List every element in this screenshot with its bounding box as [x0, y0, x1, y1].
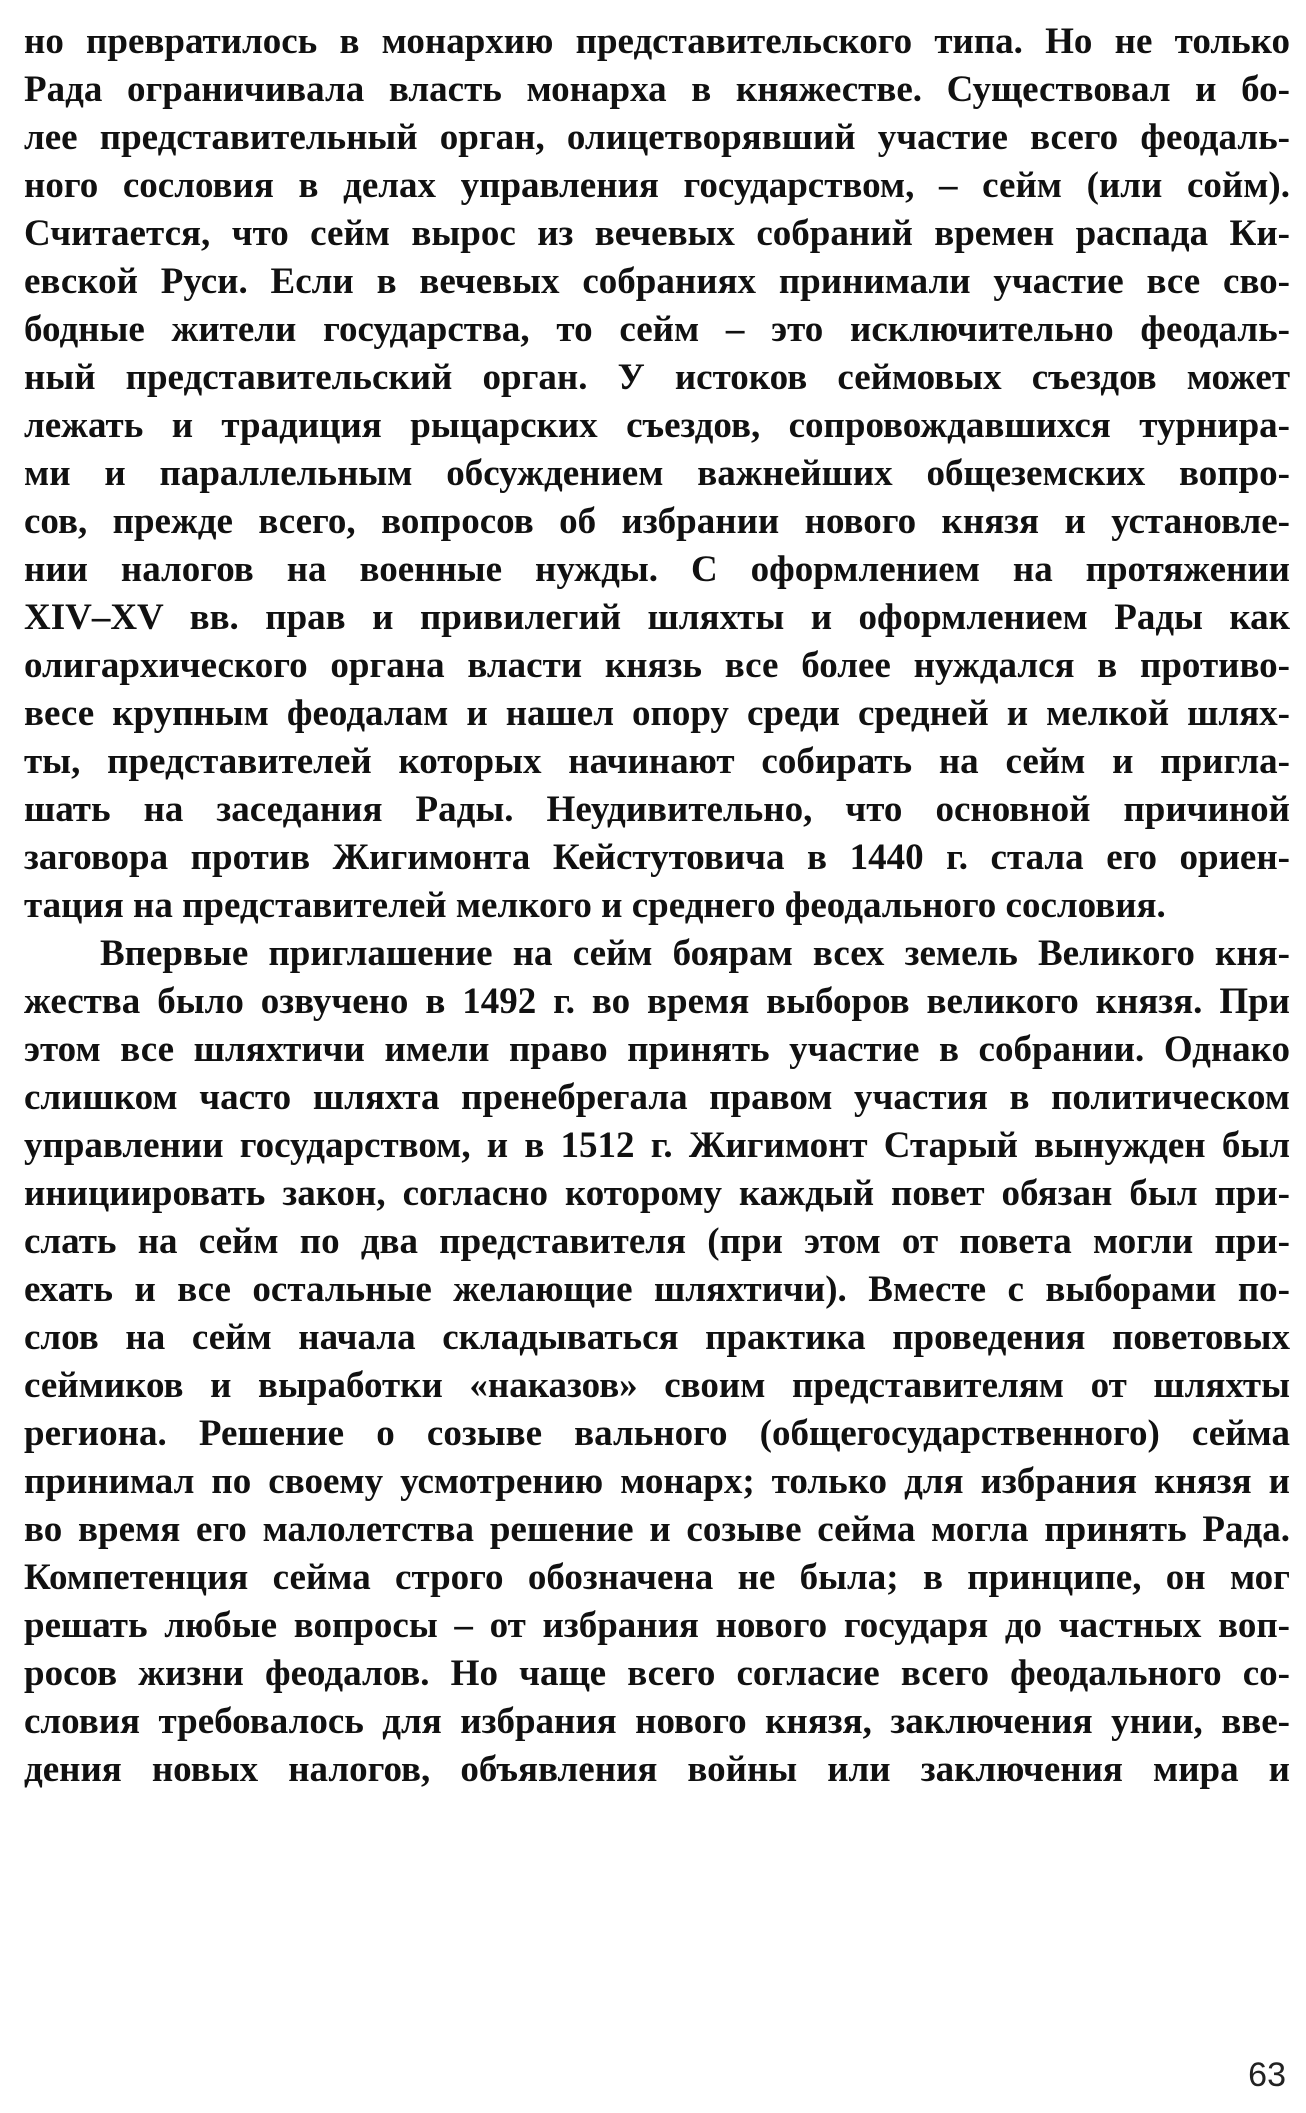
text-line: этом все шляхтичи имели право принять участие в собрании. Однако: [24, 1029, 1290, 1070]
text-line: олигархического органа власти князь все более нуждался в противо-: [24, 645, 1290, 686]
text-line: заговора против Жигимонта Кейстутовича в 1440 г. стала его ориен-: [24, 837, 1290, 878]
text-line: нии налогов на военные нужды. С оформлением на протяжении: [24, 549, 1290, 590]
body-text: [24, 18, 1290, 1794]
text-line: ный представительский орган. У истоков сеймовых съездов может: [24, 357, 1290, 398]
text-line: лежать и традиция рыцарских съездов, сопровождавшихся турнира-: [24, 405, 1290, 446]
text-line: региона. Решение о созыве вального (общегосударственного) сейма: [24, 1413, 1290, 1454]
text-line: управлении государством, и в 1512 г. Жигимонт Старый вынужден был: [24, 1125, 1290, 1166]
text-line: росов жизни феодалов. Но чаще всего согласие всего феодального со-: [24, 1653, 1290, 1694]
text-line: ты, представителей которых начинают собирать на сейм и пригла-: [24, 741, 1290, 782]
text-line: Считается, что сейм вырос из вечевых собраний времен распада Ки-: [24, 213, 1290, 254]
text-line: слать на сейм по два представителя (при этом от повета могли при-: [24, 1221, 1290, 1262]
page-number: 63: [1248, 2056, 1286, 2094]
text-line: ми и параллельным обсуждением важнейших общеземских вопро-: [24, 453, 1290, 494]
text-line: XIV–XV вв. прав и привилегий шляхты и оформлением Рады как: [24, 597, 1290, 638]
text-line: ного сословия в делах управления государством, – сейм (или сойм).: [24, 165, 1290, 206]
text-line: во время его малолетства решение и созыве сейма могла принять Рада.: [24, 1509, 1290, 1550]
text-line: Впервые приглашение на сейм боярам всех земель Великого кня-: [100, 933, 1290, 974]
text-line: принимал по своему усмотрению монарх; только для избрания князя и: [24, 1461, 1290, 1502]
text-line: лее представительный орган, олицетворявший участие всего феодаль-: [24, 117, 1290, 158]
text-line: бодные жители государства, то сейм – это исключительно феодаль-: [24, 309, 1290, 350]
text-line: сов, прежде всего, вопросов об избрании нового князя и установле-: [24, 501, 1290, 542]
text-line: ехать и все остальные желающие шляхтичи). Вместе с выборами по-: [24, 1269, 1290, 1310]
text-line: Компетенция сейма строго обозначена не была; в принципе, он мог: [24, 1557, 1290, 1598]
text-line: сеймиков и выработки «наказов» своим представителям от шляхты: [24, 1365, 1290, 1406]
text-line: инициировать закон, согласно которому каждый повет обязан был при-: [24, 1173, 1290, 1214]
text-line: евской Руси. Если в вечевых собраниях принимали участие все сво-: [24, 261, 1290, 302]
text-line: тация на представителей мелкого и среднего феодального сословия.: [24, 885, 1166, 926]
text-line: жества было озвучено в 1492 г. во время выборов великого князя. При: [24, 981, 1290, 1022]
text-line: словия требовалось для избрания нового князя, заключения унии, вве-: [24, 1701, 1290, 1742]
text-line: дения новых налогов, объявления войны или заключения мира и: [24, 1749, 1290, 1790]
text-line: Рада ограничивала власть монарха в княжестве. Существовал и бо-: [24, 69, 1290, 110]
text-line: весе крупным феодалам и нашел опору среди средней и мелкой шлях-: [24, 693, 1290, 734]
text-line: решать любые вопросы – от избрания нового государя до частных воп-: [24, 1605, 1290, 1646]
text-line: но превратилось в монархию представительского типа. Но не только: [24, 21, 1290, 62]
text-line: слов на сейм начала складываться практика проведения поветовых: [24, 1317, 1290, 1358]
text-line: шать на заседания Рады. Неудивительно, что основной причиной: [24, 789, 1290, 830]
text-line: слишком часто шляхта пренебрегала правом участия в политическом: [24, 1077, 1290, 1118]
